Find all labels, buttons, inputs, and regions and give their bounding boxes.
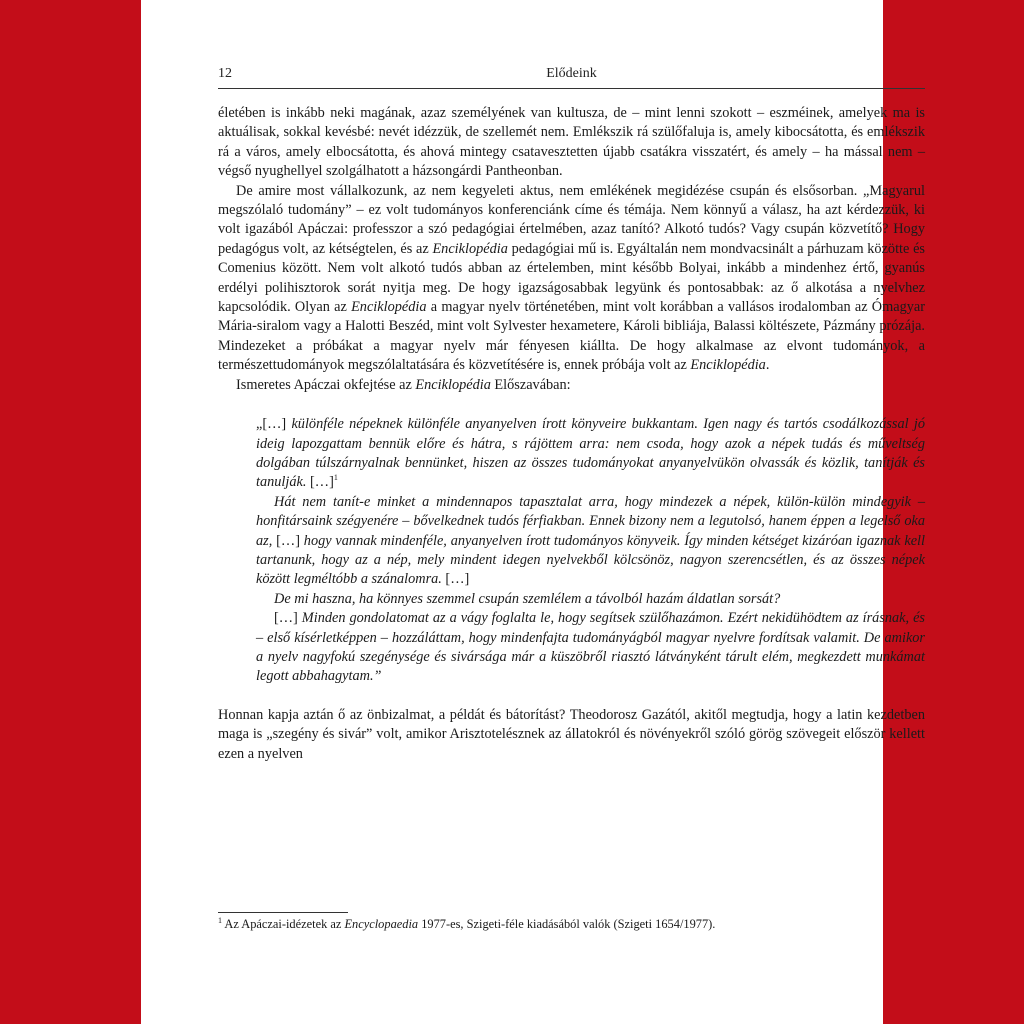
text-run: Ismeretes Apáczai okfejtése az: [236, 376, 416, 393]
paragraph-3: [218, 376, 925, 395]
text-run: 1977-es, Szigeti-féle kiadásából valók (Szigeti 1654/1977).: [418, 917, 716, 931]
book-page: [141, 0, 925, 1024]
italic-title: Enciklopédia: [432, 240, 508, 257]
running-title: Elődeink: [546, 66, 597, 81]
text-run: Előszavában:: [490, 376, 571, 393]
running-header: [218, 64, 925, 89]
footnote-text: [218, 916, 925, 933]
text-run: […]: [274, 610, 298, 627]
text-run: Hát nem tanít-e minket a mindennapos tapasztalat arra, hogy mindezek a népek, külön-külön mindegyik – honfitársaink szégyenére – bővelkednek tudós férfiakban. Ennek bizony nem a legutolsó, hanem éppen a legelső oka az,: [256, 493, 925, 549]
footnote: [218, 912, 925, 933]
text-run: […]: [276, 532, 300, 549]
italic-title: Enciklopédia: [351, 299, 427, 316]
text-run: „[…]: [256, 416, 292, 433]
text-run: pedagógiai mű is. Egyáltalán nem mondvacsinált a párhuzam közötte és Comenius között. Nem volt alkotó tudós abban az értelemben, mint később Bolyai, inkább a mindenhez értő, gyanús erdélyi polihisztorok sorát nyitja meg. De hogy igazságosabbak legyünk és pontosabbak: az ő alkotása a nyelvhez kapcsolódik. Olyan az: [218, 240, 925, 316]
paragraph-1: életében is inkább neki magának, azaz személyének van kultusza, de – mint lenni szokott – eszméinek, amelyek ma is aktuálisak, sokkal kevésbé: nevét idézzük, de szellemét nem. Emlékszik rá szülőfaluja is, amely kibocsátotta, és emlékszik rá a város, amely elbocsátotta, és ahová mintegy csatavesztetten újabb csatákra visszatért, és amely – ha mással nem – végső nyughellyel szolgálhatott a házsongárdi Pantheonban.: [218, 105, 925, 180]
text-run: De amire most vállalkozunk, az nem kegyeleti aktus, nem emlékének megidézése csupán és elsősorban. „Magyarul megszólaló tudomány” – ez volt tudományos konferenciánk címe és témája. Nem könnyű a válasz, ha azt kérdezzük, ki volt igazából Apáczai: professzor a szó pedagógiai értelmében, azaz tanító? Alkotó tudós? Vagy csupán közvetítő? Hogy pedagógus volt, az kétségtelen, és az: [218, 182, 925, 257]
block-quote: [256, 415, 925, 687]
text-run: Az Apáczai-idézetek az: [222, 917, 345, 931]
text-run: […]: [306, 474, 334, 491]
text-run: hogy vannak mindenféle, anyanyelven írott tudományos könyveik. Így minden kétséget kizáróan igaznak kell tartanunk, hogy az a nép, mely mindent idegen nyelvekből kölcsönöz, nagyon szerencsétlen, és az összes népek között legméltóbb a szánalomra.: [256, 532, 925, 588]
footnote-ref: 1: [333, 473, 338, 483]
text-run: .: [765, 357, 770, 374]
footnote-divider: [218, 912, 348, 913]
paragraph-4: Honnan kapja aztán ő az önbizalmat, a példát és bátorítást? Theodorosz Gazától, akitől megtudja, hogy a latin kezdetben maga is „szegény és sivár” volt, amikor Arisztotelésznek az állatokról és növényekről szóló görög szövegeit először kellett ezen a nyelven: [218, 706, 925, 762]
paragraph-2: [218, 182, 925, 376]
page-number: 12: [218, 66, 232, 81]
text-run: különféle népeknek különféle anyanyelven írott könyveire bukkantam. Igen nagy és tartós csodálkozással jó ideig lapozgattam bennük előre és hátra, s rájöttem arra: nem csoda, hogy azok a népek tudás és műveltség dolgában túlszárnyalnak bennünket, hiszen az összes tudományokat anyanyelvükön olvassák és közlik, tanítják és tanulják.: [256, 416, 925, 491]
main-text: [218, 104, 925, 764]
quote-paragraph-2: [256, 493, 925, 590]
italic-title: Enciklopédia: [690, 357, 766, 374]
footnote-mark: 1: [218, 915, 222, 925]
italic-title: Enciklopédia: [415, 376, 491, 393]
text-run: a magyar nyelv történetében, mint volt korábban a vallásos irodalomban az Ómagyar Mária-siralom vagy a Halotti Beszéd, mint volt Sylvester hexametere, Károli bibliája, Balassi költészete, Pázmány prózája. Mindezeket a próbákat a magyar nyelv már fényesen kiállta. De hogy alkalmase az elvont tudományok, a természettudományok megszólaltatására és közvetítésére is, ennek próbája volt az: [218, 299, 925, 374]
text-run: Minden gondolatomat az a vágy foglalta le, hogy segítsek szülőhazámon. Ezért nekidühödtem az írásnak, és – első kísérletképpen – hozzáláttam, hogy mindenfajta tudományágból magyar nyelvre fordítsak valamit. De amikor a nyelv nagyfokú szegénysége és sivársága már a küszöbről riasztó látványként tárult elém, megkezdett munkámat legott abbahagytam.”: [256, 610, 925, 685]
quote-paragraph-1: [256, 415, 925, 493]
text-run: […]: [441, 571, 470, 588]
quote-paragraph-4: [256, 609, 925, 687]
italic-title: Encyclopaedia: [344, 917, 419, 931]
quote-paragraph-3: De mi haszna, ha könnyes szemmel csupán szemlélem a távolból hazám áldatlan sorsát?: [274, 590, 781, 607]
